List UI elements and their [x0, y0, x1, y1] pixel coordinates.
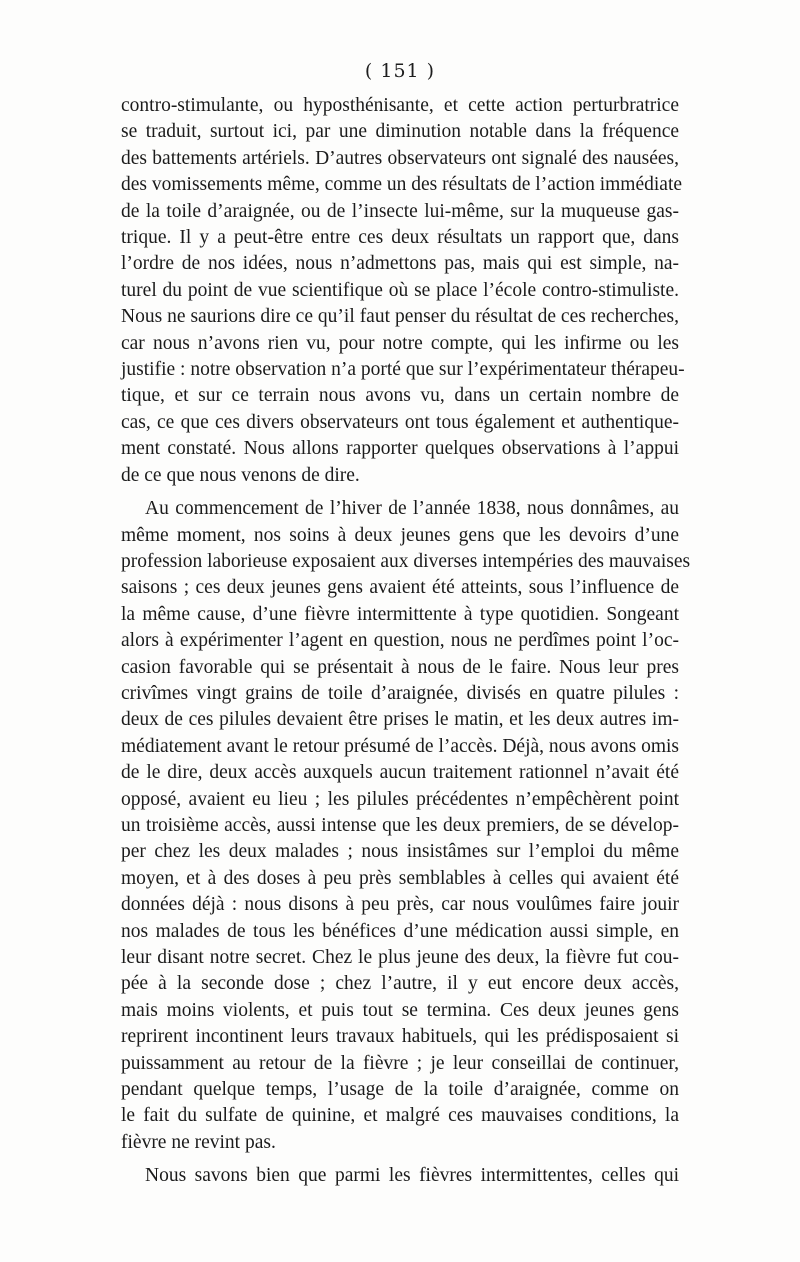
text-line: se traduit, surtout ici, par une diminution notable dans la fréquence	[121, 121, 679, 143]
paragraph	[121, 93, 685, 489]
text-line: contro-stimulante, ou hyposthénisante, et cette action perturbratrice	[121, 95, 679, 116]
page-number: ( 151 )	[364, 60, 436, 82]
text-line: un troisième accès, aussi intense que les deux premiers, de se dévelop-	[121, 814, 679, 836]
text-line: de la toile d’araignée, ou de l’insecte lui-même, sur la muqueuse gas-	[121, 200, 679, 222]
text-line: médiatement avant le retour présumé de l’accès. Déjà, nous avons omis	[121, 735, 679, 757]
text-line: opposé, avaient eu lieu ; les pilules précédentes n’empêchèrent point	[121, 788, 679, 810]
text-line: deux de ces pilules devaient être prises le matin, et les deux autres im-	[121, 709, 679, 731]
paragraph	[121, 1163, 679, 1189]
text-line: Nous ne saurions dire ce qu’il faut penser du résultat de ces recherches,	[121, 306, 679, 328]
text-line: cas, ce que ces divers observateurs ont tous également et authentique-	[121, 411, 679, 433]
paragraph-gap	[121, 489, 679, 496]
text-line: le fait du sulfate de quinine, et malgré ces mauvaises conditions, la	[121, 1105, 679, 1127]
text-line: crivîmes vingt grains de toile d’araignée, divisés en quatre pilules :	[121, 682, 679, 704]
text-line: tique, et sur ce terrain nous avons vu, dans un certain nombre de	[121, 385, 679, 407]
text-line: leur disant notre secret. Chez le plus jeune des deux, la fièvre fut cou-	[121, 947, 679, 968]
text-line: profession laborieuse exposaient aux diverses intempéries des mauvaises	[121, 550, 691, 572]
text-line: mais moins violents, et puis tout se termina. Ces deux jeunes gens	[121, 999, 679, 1021]
text-line: turel du point de vue scientifique où se place l’école contro-stimuliste.	[121, 279, 679, 301]
text-line: fièvre ne revint pas.	[121, 1131, 276, 1153]
text-line: Nous savons bien que parmi les fièvres intermittentes, celles qui	[145, 1165, 679, 1187]
text-line: trique. Il y a peut-être entre ces deux résultats un rapport que, dans	[121, 227, 679, 249]
text-line: de le dire, deux accès auxquels aucun traitement rationnel n’avait été	[121, 762, 679, 784]
body-text	[121, 93, 691, 1190]
paragraph-gap	[121, 1156, 679, 1163]
text-line: reprirent incontinent leurs travaux habituels, qui les prédisposaient si	[121, 1026, 679, 1048]
text-line: justifie : notre observation n’a porté que sur l’expérimentateur thérapeu-	[121, 359, 685, 381]
text-line: la même cause, d’une fièvre intermittente à type quotidien. Songeant	[121, 603, 679, 625]
text-line: per chez les deux malades ; nous insistâmes sur l’emploi du même	[121, 841, 679, 863]
text-line: ment constaté. Nous allons rapporter quelques observations à l’appui	[121, 438, 679, 460]
text-line: même moment, nos soins à deux jeunes gens que les devoirs d’une	[121, 524, 679, 546]
text-line: car nous n’avons rien vu, pour notre compte, qui les infirme ou les	[121, 332, 679, 354]
text-line: pée à la seconde dose ; chez l’autre, il y eut encore deux accès,	[121, 973, 679, 995]
paragraph	[121, 496, 691, 1156]
text-line: des vomissements même, comme un des résultats de l’action immédiate	[121, 174, 683, 196]
text-line: casion favorable qui se présentait à nous de le faire. Nous leur pres	[121, 656, 679, 678]
text-line: pendant quelque temps, l’usage de la toile d’araignée, comme on	[121, 1079, 679, 1101]
text-line: saisons ; ces deux jeunes gens avaient été atteints, sous l’influence de	[121, 577, 679, 599]
text-line: alors à expérimenter l’agent en question, nous ne perdîmes point l’oc-	[121, 630, 679, 652]
text-line: données déjà : nous disons à peu près, car nous voulûmes faire jouir	[121, 894, 679, 916]
text-line: moyen, et à des doses à peu près semblables à celles qui avaient été	[121, 867, 679, 889]
text-line: des battements artériels. D’autres observateurs ont signalé des nausées,	[121, 147, 679, 169]
text-line: puissamment au retour de la fièvre ; je leur conseillai de continuer,	[121, 1052, 679, 1074]
text-line: de ce que nous venons de dire.	[121, 464, 360, 486]
text-line: l’ordre de nos idées, nous n’admettons pas, mais qui est simple, na-	[121, 253, 679, 275]
text-line: Au commencement de l’hiver de l’année 1838, nous donnâmes, au	[145, 498, 679, 520]
text-line: nos malades de tous les bénéfices d’une médication aussi simple, en	[121, 920, 679, 942]
